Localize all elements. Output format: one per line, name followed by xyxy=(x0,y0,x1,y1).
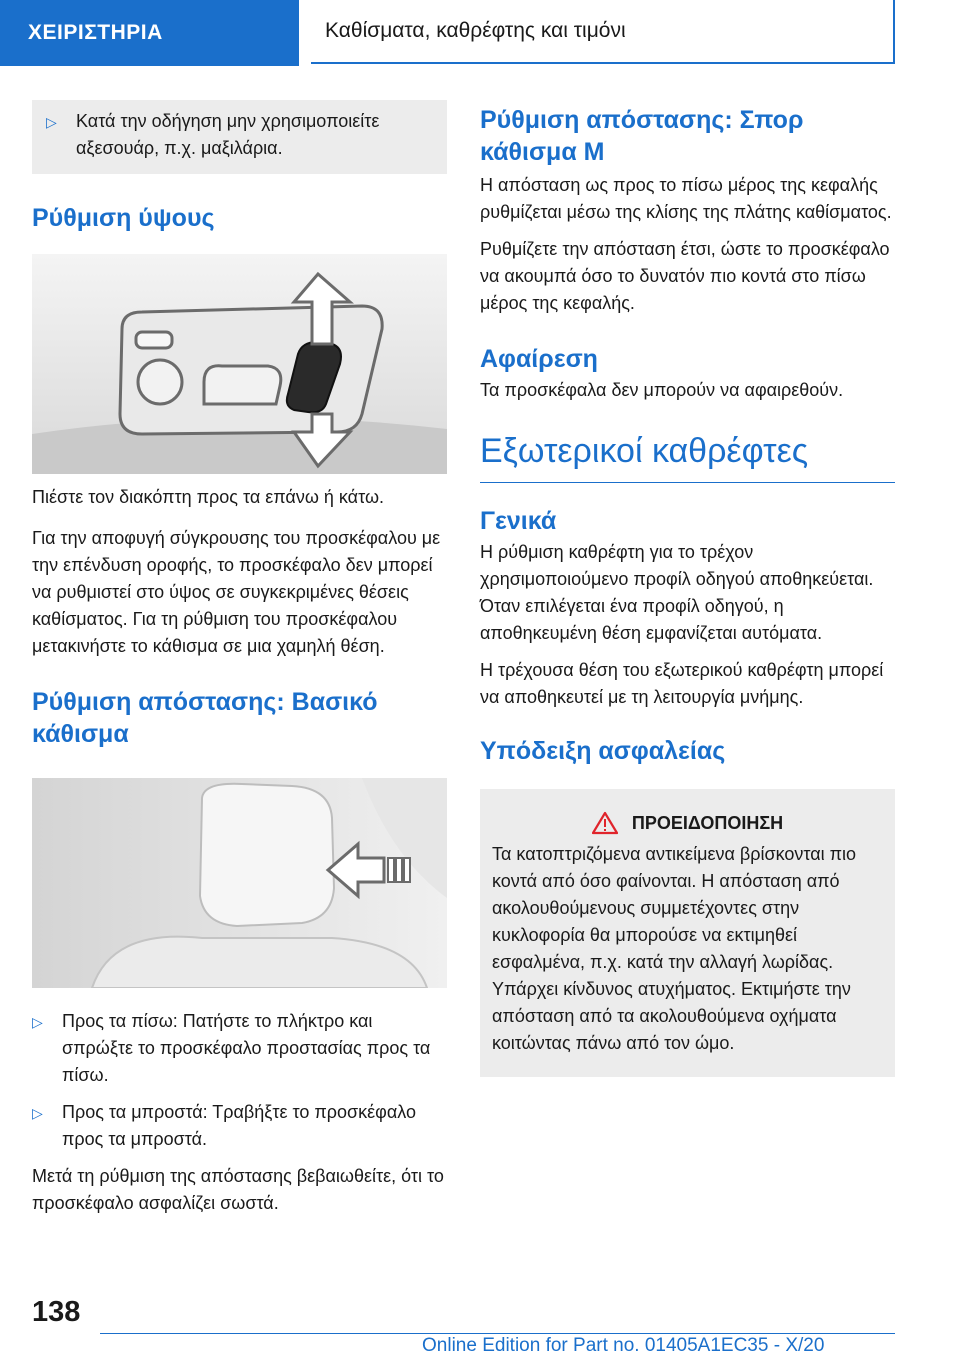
distance-paragraph: Μετά τη ρύθμιση της απόστασης βεβαιωθείτε, ότι το προσκέφαλο ασφαλίζει σωστά. xyxy=(32,1166,444,1213)
bullet-item-back xyxy=(32,1008,447,1089)
distance-bullets xyxy=(32,1008,447,1153)
bullet-text: Προς τα πίσω: Πατήστε το πλήκτρο και σπρώξτε το προσκέφαλο προστασίας προς τα πίσω. xyxy=(62,1011,431,1085)
note-item xyxy=(46,108,433,162)
triangle-bullet-icon: ▷ xyxy=(32,1014,43,1030)
general-paragraph-1: Η ρύθμιση καθρέφτη για το τρέχον χρησιμοποιούμενο προφίλ οδηγού αποθηκεύεται. Όταν επιλέγεται ένα προφίλ οδηγού, η αποθηκευμένη θέση εμφανίζεται αυτόματα. xyxy=(480,542,874,643)
sport-paragraph-2: Ρυθμίζετε την απόσταση έτσι, ώστε το προσκέφαλο να ακουμπά όσο το δυνατόν πιο κοντά στο πίσω μέρος της κεφαλής. xyxy=(480,239,890,313)
warning-title: ΠΡΟΕΙΔΟΠΟΙΗΣΗ xyxy=(631,812,784,833)
sport-paragraph-1: Η απόσταση ως προς το πίσω μέρος της κεφαλής ρυθμίζεται μέσω της κλίσης της πλάτης καθίσματος. xyxy=(480,175,892,222)
triangle-bullet-icon: ▷ xyxy=(46,114,57,130)
section-tab xyxy=(0,0,299,66)
height-paragraph-1: Πιέστε τον διακόπτη προς τα επάνω ή κάτω. xyxy=(32,487,385,507)
warning-title-row xyxy=(492,811,883,835)
warning-text: Τα κατοπτριζόμενα αντικείμενα βρίσκονται πιο κοντά από όσο φαίνονται. Η απόσταση από ακολουθούμενους συμμετέχοντες στην κυκλοφορία θα μπορούσε να εκτιμηθεί εσφαλμένα, π.χ. κατά την αλλαγή λωρίδας. Υπάρχει κίνδυνος ατυχήματος. Εκτιμήστε την απόσταση από τα ακολουθούμενα οχήματα κοιτώντας πάνω από τον ώμο. xyxy=(492,844,857,1053)
seat-switch-figure xyxy=(32,254,447,474)
removal-heading: Αφαίρεση xyxy=(480,345,598,373)
footer-divider xyxy=(100,1333,895,1334)
height-switch-illustration xyxy=(32,254,447,474)
warning-box xyxy=(480,789,895,1077)
distance-sport-heading: Ρύθμιση απόστασης: Σπορ κάθισμα M xyxy=(480,106,804,166)
right-column xyxy=(480,104,895,1077)
general-paragraph-2: Η τρέχουσα θέση του εξωτερικού καθρέφτη μπορεί να αποθηκευτεί με τη λειτουργία μνήμης. xyxy=(480,660,884,707)
bullet-item-forward xyxy=(32,1099,447,1153)
bullet-text: Προς τα μπροστά: Τραβήξτε το προσκέφαλο προς τα μπροστά. xyxy=(62,1102,416,1149)
section-title: ΧΕΙΡΙΣΤΗΡΙΑ xyxy=(28,21,163,44)
left-column xyxy=(32,100,447,1217)
distance-basic-heading: Ρύθμιση απόστασης: Βασικό κάθισμα xyxy=(32,688,378,748)
chapter-header xyxy=(311,0,895,64)
removal-paragraph: Τα προσκέφαλα δεν μπορούν να αφαιρεθούν. xyxy=(480,380,844,400)
edition-link[interactable]: Online Edition for Part no. 01405A1EC35 - X/20 xyxy=(422,1335,825,1356)
note-box xyxy=(32,100,447,174)
chapter-title: Καθίσματα, καθρέφτης και τιμόνι xyxy=(325,19,626,42)
warning-triangle-icon xyxy=(592,811,618,835)
general-heading: Γενικά xyxy=(480,507,557,535)
safety-heading: Υπόδειξη ασφαλείας xyxy=(480,737,726,765)
triangle-bullet-icon: ▷ xyxy=(32,1105,43,1121)
mirrors-heading-block xyxy=(480,430,895,483)
mirrors-heading: Εξωτερικοί καθρέφτες xyxy=(480,432,809,470)
headrest-figure xyxy=(32,778,447,988)
note-text: Κατά την οδήγηση μην χρησιμοποιείτε αξεσουάρ, π.χ. μαξιλάρια. xyxy=(76,111,380,158)
height-paragraph-2: Για την αποφυγή σύγκρουσης του προσκέφαλου με την επένδυση οροφής, το προσκέφαλο δεν μπορεί να ρυθμιστεί στο ύψος σε συγκεκριμένες θέσεις καθίσματος. Για τη ρύθμιση του προσκέφαλου μετακινήστε το κάθισμα σε μια χαμηλή θέση. xyxy=(32,528,441,656)
height-heading: Ρύθμιση ύψους xyxy=(32,204,215,232)
headrest-illustration xyxy=(32,778,447,988)
page-number: 138 xyxy=(32,1296,81,1328)
